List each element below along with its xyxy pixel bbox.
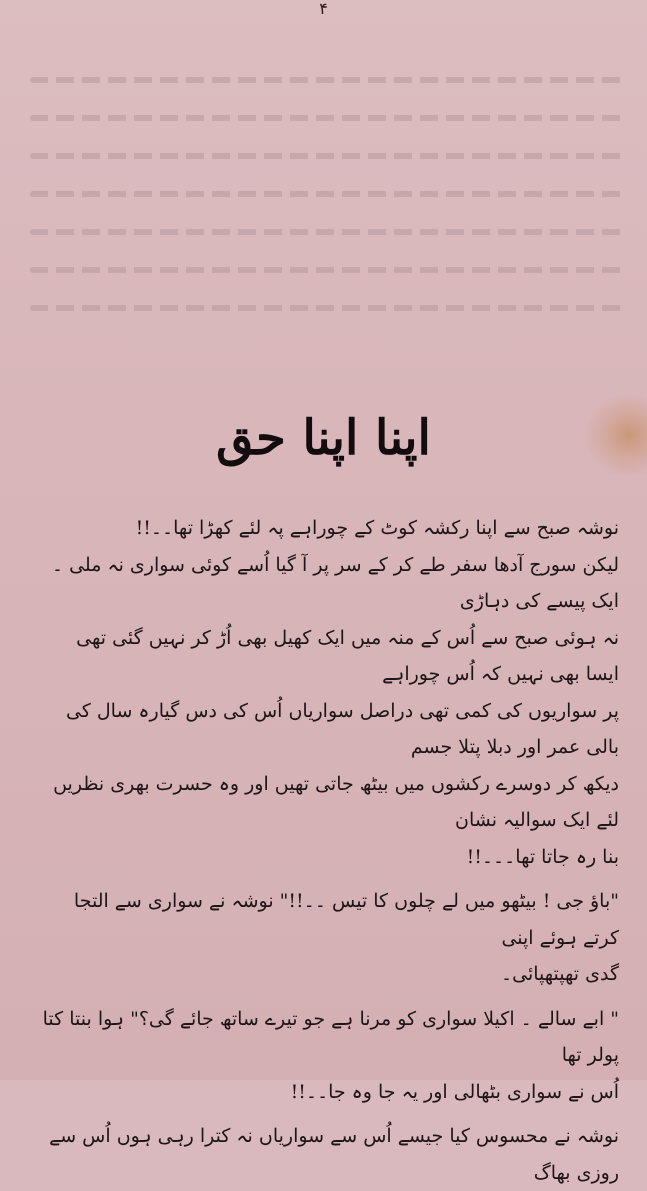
story-body bbox=[40, 510, 619, 1191]
paragraph-line: اُس نے سواری بٹھالی اور یہ جا وہ جا۔۔!! bbox=[290, 1080, 619, 1103]
paragraph-line: دیکھ کر دوسرے رکشوں میں بیٹھ جاتی تھیں اور وہ حسرت بھری نظریں لئے ایک سوالیہ نشان bbox=[53, 772, 619, 831]
paragraph-line: لیکن سورج آدھا سفر طے کر کے سر پر آ گیا اُسے کوئی سواری نہ ملی ۔ایک پیسے کی دہاڑی bbox=[51, 553, 619, 612]
paragraph-line: بنا رہ جاتا تھا۔۔۔!! bbox=[466, 845, 619, 868]
paragraph-line: "باؤ جی ! بیٹھو میں لے چلوں کا تیس ۔۔!!" نوشہ نے سواری سے التجا کرتے ہوئے اپنی bbox=[73, 890, 619, 949]
paragraph-line: نہ ہوئی صبح سے اُس کے منہ میں ایک کھیل بھی اُڑ کر نہیں گئی تھی ایسا بھی نہیں کہ اُس چوراہے bbox=[76, 626, 619, 685]
page-number: ۴ bbox=[319, 0, 328, 18]
paragraph-line: گدی تھپتھپائی۔ bbox=[501, 963, 619, 985]
paragraph-line: " ابے سالے ۔ اکیلا سواری کو مرنا ہے جو تیرے ساتھ جائے گی؟" ہوا بنتا کتا پولر تھا bbox=[42, 1007, 619, 1066]
paragraph-line: پر سواریوں کی کمی تھی دراصل سواریاں اُس کی دس گیارہ سال کی بالی عمر اور دبلا پتلا جسم bbox=[65, 699, 619, 758]
paragraph-line: نوشہ نے محسوس کیا جیسے اُس سے سواریاں نہ کترا رہی ہوں اُس سے روزی بھاگ bbox=[49, 1125, 619, 1184]
paragraph-line: نوشہ صبح سے اپنا رکشہ کوٹ کے چوراہے پہ لئے کھڑا تھا۔۔!! bbox=[135, 517, 619, 539]
bleed-through-text bbox=[30, 45, 627, 325]
story-title: اپنا اپنا حق bbox=[216, 410, 431, 466]
